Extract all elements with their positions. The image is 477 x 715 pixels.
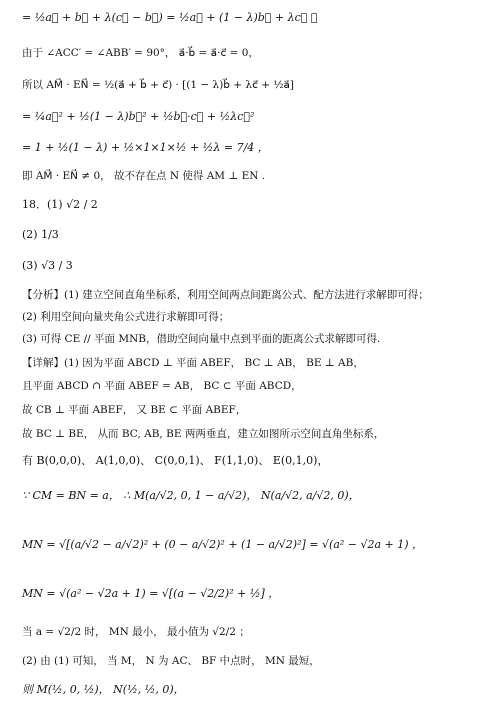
text-line: (3) 可得 CE // 平面 MNB，借助空间向量中点到平面的距离公式求解即可得.	[22, 333, 381, 345]
text-line: 所以 AM⃗ · EN⃗ = ½(a⃗ + b⃗ + c⃗) · [(1 − λ)b⃗ + λc⃗ + ½a⃗]	[22, 79, 295, 91]
text-line: MN = √[(a/√2 − a/√2)² + (0 − a/√2)² + (1 − a/√2)²] = √(a² − √2a + 1) ，	[22, 538, 424, 551]
text-line: = ½a⃗ + b⃗ + λ(c⃗ − b⃗) = ½a⃗ + (1 − λ)b⃗ + λc⃗ ，	[22, 11, 318, 24]
answer-line: (3) √3 / 3	[22, 259, 73, 272]
text-line: 有 B(0,0,0)、 A(1,0,0)、 C(0,0,1)、 F(1,1,0)、 E(0,1,0)，	[22, 454, 329, 467]
text-line: 由于 ∠ACC′ = ∠ABB′ = 90°， a⃗·b⃗ = a⃗·c⃗ = 0，	[22, 47, 259, 59]
text-line: (2) 由 (1) 可知， 当 M， N 为 AC、 BF 中点时， MN 最短，	[22, 655, 320, 667]
answer-line: 18．(1) √2 / 2	[22, 198, 98, 211]
text-line: = ¼a⃗² + ½(1 − λ)b⃗² + ½b⃗·c⃗ + ½λc⃗²	[22, 110, 255, 123]
text-line: = 1 + ½(1 − λ) + ½×1×1×½ + ½λ = 7/4 ，	[22, 141, 269, 154]
detail-line: 【详解】(1) 因为平面 ABCD ⊥ 平面 ABEF， BC ⊥ AB， BE ⊥ AB，	[22, 357, 364, 369]
text-line: 即 AM⃗ · EN⃗ ≠ 0， 故不存在点 N 使得 AM ⊥ EN .	[22, 170, 266, 182]
text-line: 且平面 ABCD ∩ 平面 ABEF = AB， BC ⊂ 平面 ABCD，	[22, 380, 302, 392]
text-line: MN = √(a² − √2a + 1) = √[(a − √2/2)² + ½] ，	[22, 587, 280, 600]
text-line: (2) 利用空间向量夹角公式进行求解即可得；	[22, 311, 230, 323]
text-line: 故 BC ⊥ BE， 从而 BC, AB, BE 两两垂直，建立如图所示空间直角坐标系，	[22, 428, 385, 440]
analysis-line: 【分析】(1) 建立空间直角坐标系，利用空间两点间距离公式、配方法进行求解即可得；	[22, 289, 429, 301]
text-line: 则 M(½, 0, ½)， N(½, ½, 0)，	[22, 683, 185, 696]
text-line: 当 a = √2/2 时， MN 最小， 最小值为 √2/2 ；	[22, 626, 250, 638]
text-line: 故 CB ⊥ 平面 ABEF， 又 BE ⊂ 平面 ABEF，	[22, 404, 247, 416]
answer-line: (2) 1/3	[22, 228, 59, 241]
text-line: ∵ CM = BN = a， ∴ M(a/√2, 0, 1 − a/√2)， N(a/√2, a/√2, 0)，	[22, 489, 360, 502]
